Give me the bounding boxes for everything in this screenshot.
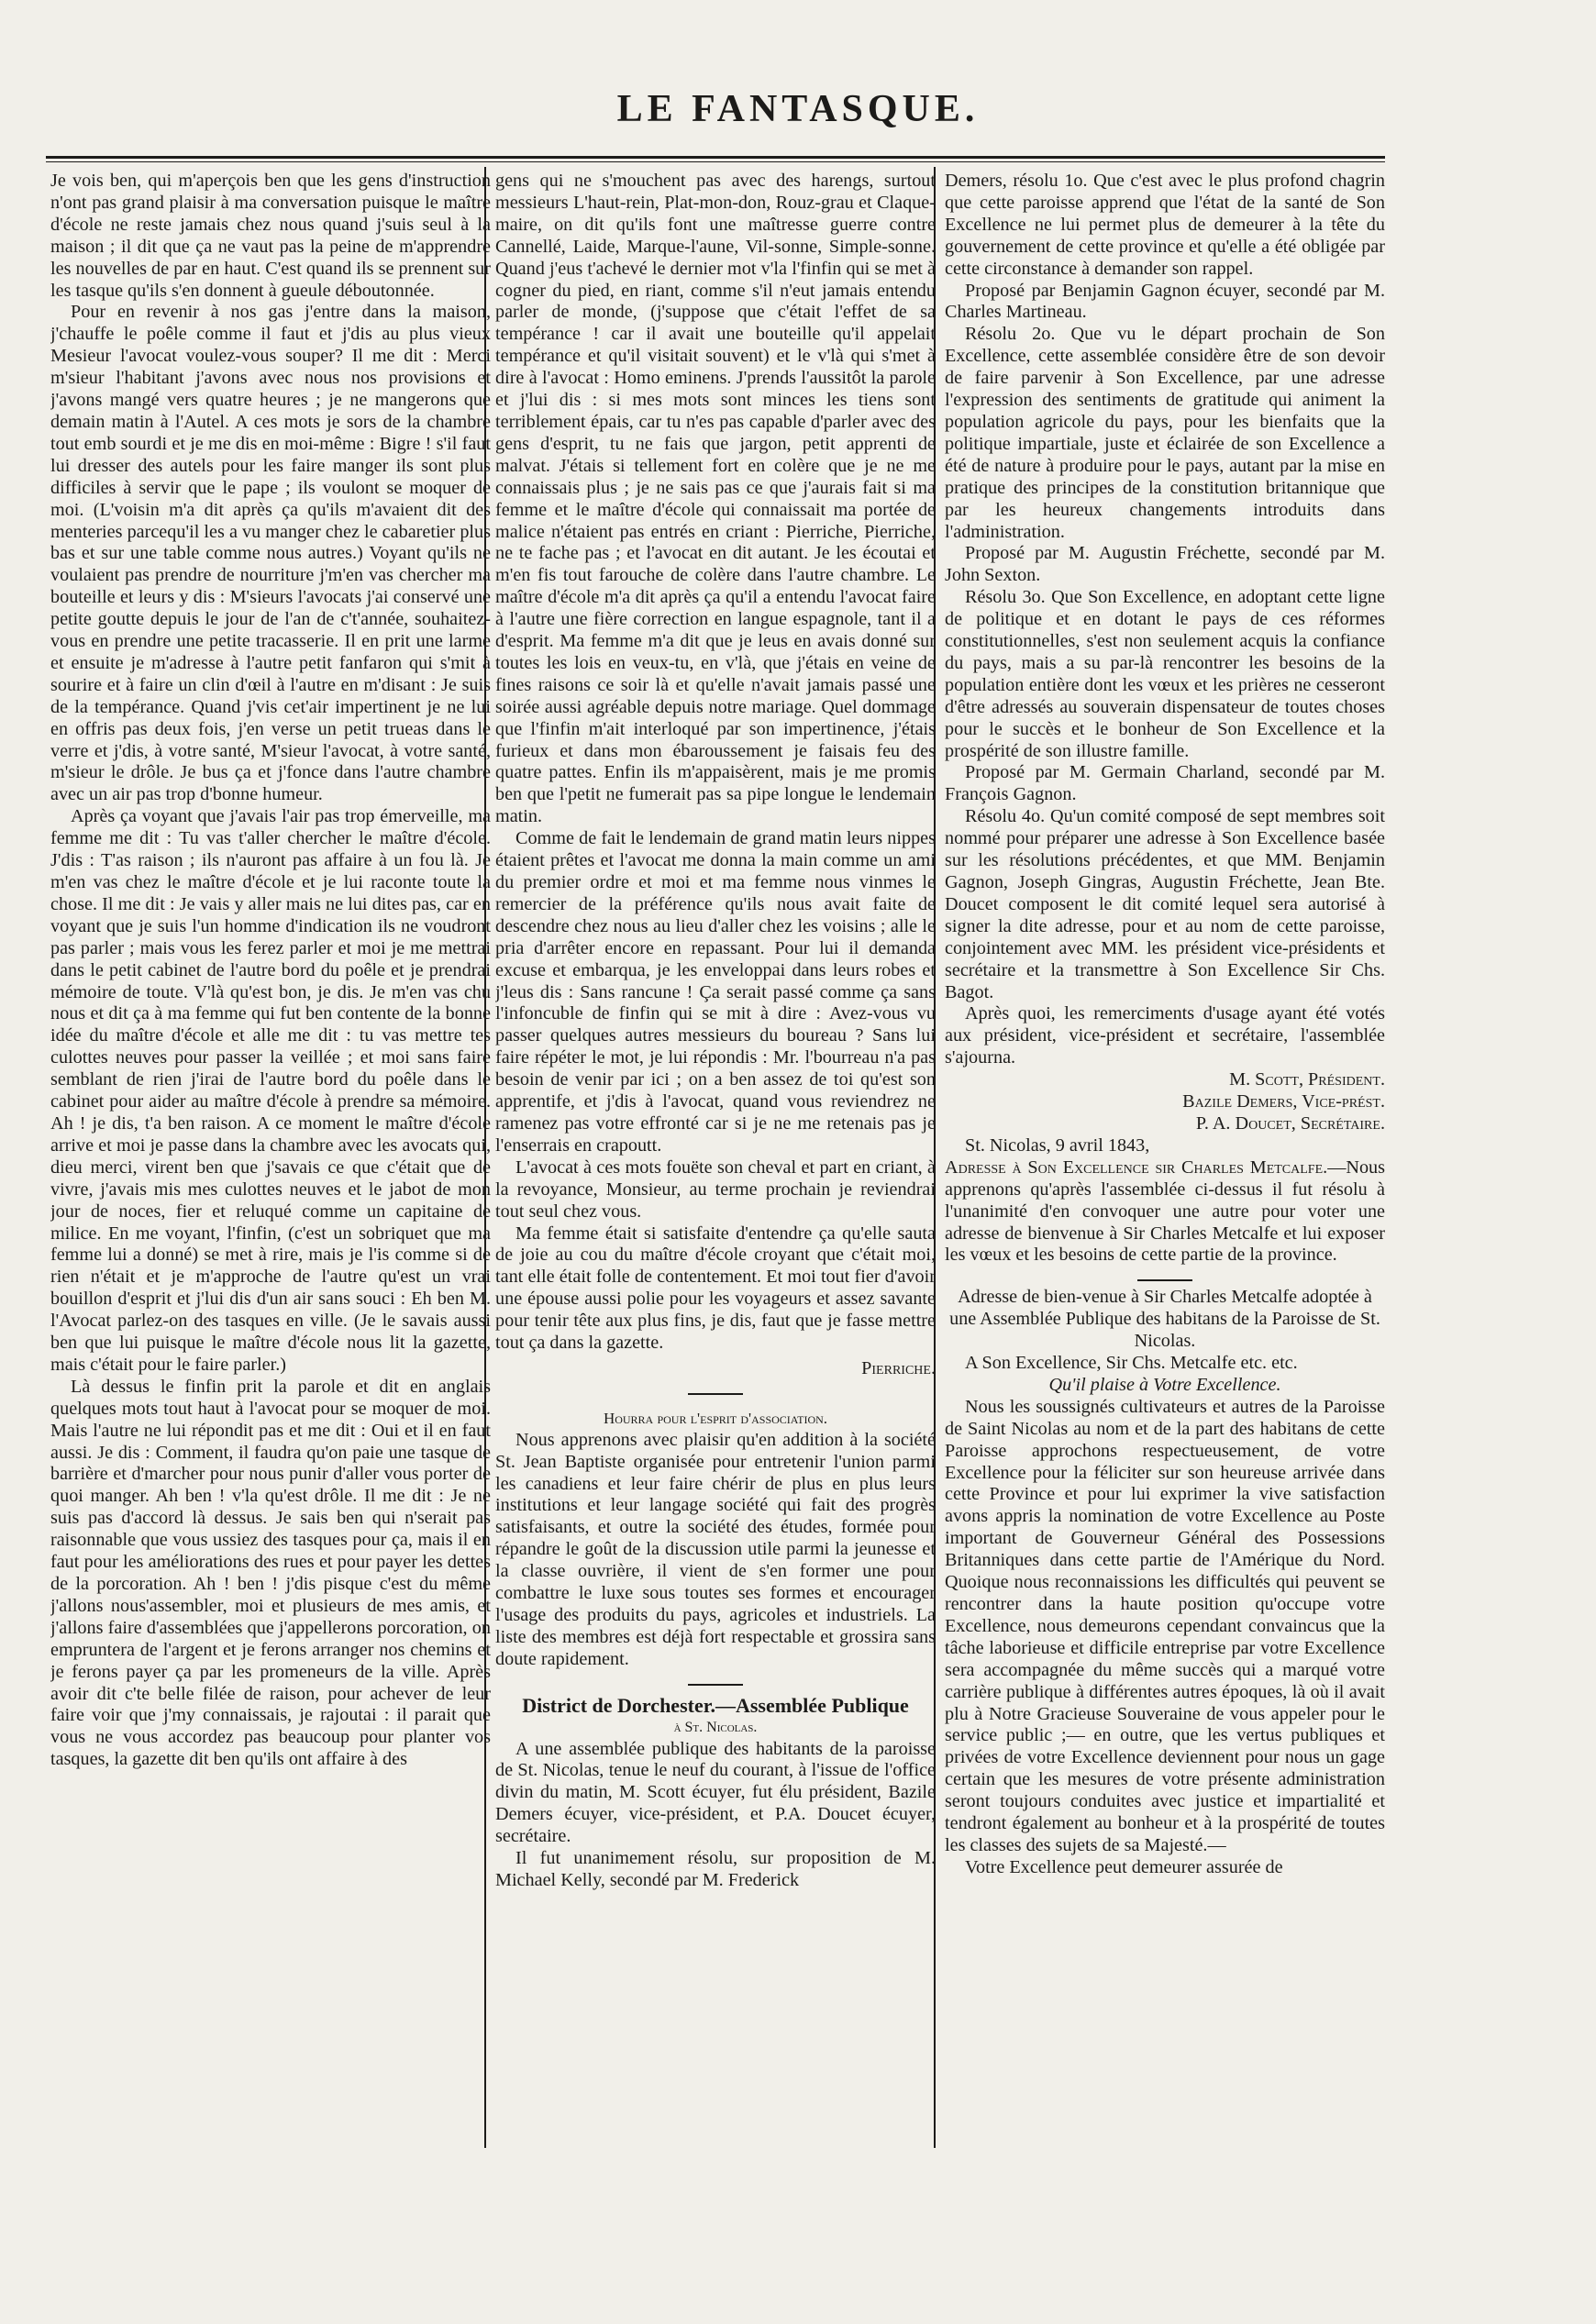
article-paragraph: Résolu 2o. Que vu le départ prochain de Son Excellence, cette assemblée considère être de son devoir de faire parvenir à Son Excellence, par une adresse l'expression des sentiments de gratitude qui animent la population agricole du pays, pour les bienfaits que la politique impartiale, juste et éclairée de son Excellence a été de nature à produire pour le pays, autant par la mise en pratique des principes de la constitution britannique que par les heureux changements introduits dans l'administration.: [945, 324, 1385, 542]
article-paragraph: Après ça voyant que j'avais l'air pas trop émerveille, ma femme me dit : Tu vas t'aller chercher le maître d'école. J'dis : T'as raison ; ils n'auront pas affaire à un fou là. Je m'en vas chez le maître d'école et je lui raconte toute la chose. Il me dit : Je vais y aller mais ne lui dites pas, car en voyant que je suis l'un homme d'indication ils ne voudront pas parler ; mais vous les ferez parler et moi je me mettrai dans le petit cabinet de l'autre bord du poêle et je prendrai mémoire de toute. V'là qu'est bon, je dis. Je m'en vas chu nous et dit ça à ma femme qui fut ben contente de la bonne idée du maître d'école et alle me dit : tu vas mettre tes culottes neuves pour passer la veillée ; et moi sans faire semblant de rien j'irai de l'autre bord du poêle dans le cabinet pour aider au maître d'école à prendre sa mémoire. Ah ! je dis, t'a ben raison. A ce moment le maître d'école arrive et moi je passe dans la chambre avec les avocats qui, dieu merci, virent ben que j'savais ce que c'était que de vivre, j'avais mis mes culottes neuves et le jabot de mon jour de noces, fier et reluqué comme un capitaine de milice. En me voyant, l'finfin, (c'est un sobriquet que ma femme lui a donné) se met à rire, mais je l'is comme si de rien n'était et je m'approche de l'autre qu'est un vrai bouillon d'esprit et j'lui dis d'un air sans souci : Eh ben M. l'Avocat parlez-on des tasques en ville. (Je le savais aussi ben que lui puisque le maître d'école nous lit la gazette, mais c'était pour le faire parler.): [50, 806, 491, 1375]
adresse-title: Adresse à Son Excellence sir Charles Metcalfe.: [945, 1156, 1328, 1178]
article-paragraph: Nous apprenons avec plaisir qu'en addition à la société St. Jean Baptiste organisée pour entretenir l'union parmi les canadiens et leur faire chérir de plus en plus leurs institutions et leur langage société qui fait des progrès satisfaisants, et outre la société des études, formée pour répandre le goût de la discussion utile parmi la jeunesse et la classe ouvrière, il vient de s'en former une pour combattre le luxe sous toutes ses formes et encourager l'usage des produits du pays, agricoles et industriels. La liste des membres est déjà fort respectable et grossira sans doute rapidement.: [495, 1429, 936, 1669]
article-paragraph: Ma femme était si satisfaite d'entendre ça qu'elle sauta de joie au cou du maître d'école croyant que c'était moi, tant elle était folle de contentement. Et moi tout fier d'avoir une épouse aussi polie pour les voyageurs et assez savante pour tenir tête aux plus fins, je dis, faut que je fasse mettre tout ça dans la gazette.: [495, 1223, 936, 1354]
address-salutation: Qu'il plaise à Votre Excellence.: [1048, 1374, 1281, 1395]
section-rule: [688, 1684, 743, 1686]
section-rule: [688, 1393, 743, 1395]
article-paragraph: Après quoi, les remerciments d'usage ayant été votés aux président, vice-président et secrétaire, l'assemblée s'ajourna.: [945, 1003, 1385, 1068]
adresse-text: —Nous apprenons qu'après l'assemblée ci-dessus il fut résolu à l'unanimité d'en convoquer une autre pour voter une adresse de bienvenue à Sir Charles Metcalfe et lui exposer les vœux et les besoins de cette partie de la province.: [945, 1156, 1385, 1266]
article-paragraph: Pour en revenir à nos gas j'entre dans la maison, j'chauffe le poêle comme il faut et j'dis au plus vieux Mesieur l'avocat voulez-vous souper? Il me dit : Merci m'sieur l'habitant j'avons avec nous nos provisions et j'avons mangé vers quatre heures ; je ne mangerons que demain matin à l'Autel. A ces mots je sors de la chambre tout emb sourdi et je me dis en moi-même : Bigre ! s'il faut lui dresser des autels pour les faire manger ils sont plus difficiles à servir que le pape ; ils voulont se moquer de moi. (L'voisin m'a dit après ça qu'ils m'avaient dit des menteries parcequ'il les a vu manger chez le cabaretier plus bas et sur une table comme nous autres.) Voyant qu'ils ne voulaient pas prendre de nourriture j'm'en vas chercher ma bouteille et leurs y dis : M'sieurs l'avocats j'ai conservé une petite goutte depuis le jour de l'an de c't'année, souhaitez-vous en prendre une petite tracasserie. Il en prit une larme et ensuite je m'adresse à l'autre petit fanfaron qui s'mit à sourire et à faire un clin d'œil à l'autre en m'disant : Je suis de la tempérance. Quand j'vis cet'air impertinent je ne lui en offris pas deux fois, j'en verse un petit trueas dans le verre et j'dis, à votre santé, M'sieur l'avocat, à votre santé, m'sieur le drôle. Je bus ça et j'fonce dans l'autre chambre avec un air pas trop d'bonne humeur.: [50, 302, 491, 805]
adresse-paragraph: [945, 1157, 1385, 1267]
signature-president: M. Scott, Président.: [1229, 1069, 1385, 1090]
address-recipient: A Son Excellence, Sir Chs. Metcalfe etc. etc.: [965, 1353, 1298, 1374]
article-paragraph: gens qui ne s'mouchent pas avec des harengs, surtout messieurs L'haut-rein, Plat-mon-don, Rouz-grau et Claque-maire, on dit qu'ils font une maîtresse guerre contre Cannellé, Laide, Marque-l'aune, Vil-sonne, Simple-sonne. Quand j'eus t'achevé le dernier mot v'la l'finfin qui se met à cogner du pied, en riant, comme s'il n'eut jamais entendu parler de monde, (j'suppose que c'était l'effet de sa tempérance ! car il avait une bouteille qu'il appelait tempérance et qu'il visitait souvent) et le v'là qui s'met à dire à l'avocat : Homo eminens. J'prends l'aussitôt la parole et j'lui dis : si mes mots sont minces les tiens sont terriblement épais, car tu n'es pas capable d'parler avec des gens d'esprit, tu ne fais que jargon, petit apprenti de malvat. J'étais si tellement fort en colère que je ne me connaissais plus ; je ne sais pas ce que j'aurais fait si ma femme et le maître d'école qui connaissait ma portée de malice n'étaient pas entrés en criant : Pierriche, Pierriche, ne te fache pas ; et l'avocat en dit autant. Je les écoutai et m'en fis tout farouche de colère dans l'autre chambre. Le maître d'école m'a dit après ça qu'il a entendu l'avocat faire à l'autre une fière correction en langue espagnole, tant il a d'esprit. Ma femme m'a dit que je leus en avais donné sur toutes les lois en veux-tu, en v'là, que j'étais en veine de fines raisons ce soir là et qu'elle n'avait jamais passé une soirée aussi agréable depuis notre mariage. Quel dommage que l'finfin m'ait interloqué par son impertinence, j'étais furieux et dans mon ébaroussement je faisais feu des quatre pattes. Enfin ils m'appaisèrent, mais je me promis ben que l'petit ne fumerait pas sa pipe longue le lendemain matin.: [495, 171, 936, 827]
article-paragraph: A une assemblée publique des habitants de la paroisse de St. Nicolas, tenue le neuf du courant, à l'issue de l'office divin du matin, M. Scott écuyer, fut élu président, Bazile Demers écuyer, vice-président, et P.A. Doucet écuyer, secrétaire.: [495, 1738, 936, 1847]
article-paragraph: Proposé par Benjamin Gagnon écuyer, secondé par M. Charles Martineau.: [945, 280, 1385, 323]
masthead-rule-thin: [46, 161, 1385, 162]
section-heading: Adresse de bien-venue à Sir Charles Metcalfe adoptée à une Assemblée Publique des habitans de la Paroisse de St. Nicolas.: [949, 1287, 1380, 1352]
column-2: [495, 171, 936, 2142]
signature-vice-president: Bazile Demers, Vice-prést.: [1182, 1091, 1385, 1112]
masthead-rule: [46, 156, 1385, 159]
article-signature: Pierriche.: [861, 1357, 936, 1378]
article-paragraph: L'avocat à ces mots fouëte son cheval et part en criant, à la revoyance, Monsieur, au terme prochain je reviendrai tout seul chez vous.: [495, 1156, 936, 1222]
article-paragraph: Proposé par M. Germain Charland, secondé par M. François Gagnon.: [945, 762, 1385, 805]
article-paragraph: Nous les soussignés cultivateurs et autres de la Paroisse de Saint Nicolas au nom et de la part des habitans de cette Paroisse approchons respectueusement, de votre Excellence pour la féliciter sur son heureuse arrivée dans cette Province et pour lui exprimer la vive satisfaction avons appris la nomination de votre Excellence au Poste important de Gouverneur Général des Possessions Britanniques dans cette partie de l'Amérique du Nord. Quoique nous reconnaissions les difficultés qui peuvent se rencontrer dans la haute position qu'occupe votre Excellence, nous demeurons cependant convaincus que la tâche laborieuse et difficile entreprise par votre Excellence sera accompagnée du même succès qui a marqué votre carrière publique à différentes autres époques, là où il avait plu à Notre Gracieuse Souveraine de vous appeler pour le service public ;— en outre, que les vertus publiques et privées de votre Excellence deviennent pour nous un gage certain que les mesures de votre présente administration seront toujours conduites avec justice et impartialité et tendront également au bonheur et à la prospérité de toutes les classes des sujets de sa Majesté.—: [945, 1396, 1385, 1855]
masthead: LE FANTASQUE.: [616, 88, 980, 130]
article-paragraph: Résolu 3o. Que Son Excellence, en adoptant cette ligne de politique et en dotant le pays de ces réformes constitutionnelles, s'est non seulement acquis la confiance du pays, mais a su par-là rencontrer les besoins de la population entière dont les vœux et les prières ne cesseront d'être adressés au souverain dispensateur de toutes choses pour le succès et le bonheur de Son Excellence et la prospérité de son illustre famille.: [945, 587, 1385, 761]
column-1: [50, 171, 491, 2142]
article-paragraph: Comme de fait le lendemain de grand matin leurs nippes étaient prêtes et l'avocat me donna la main comme un ami du premier ordre et moi et ma femme nous vinmes le remercier de la préférence qu'ils nous avait faite de descendre chez nous au lieu d'aller chez les voisins ; alle le pria d'arrêter encore en repassant. Pour lui il demanda excuse et embarqua, je les enveloppai dans leurs robes et j'leus dis : Sans rancune ! Ça serait passé comme ça sans l'infoncuble de finfin qui se mit à dire : Avez-vous vu passer quelques autres messieurs du boureau ? Sans lui faire répéter le mot, je lui répondis : Mr. l'bourreau n'a pas besoin de venir par ici ; on a ben assez de toi qu'est son apprentife, et j'dis à l'avocat, quand vous reviendrez ne ramenez pas votre effronté car si je ne me retenais pas je l'enserrais en crapoutt.: [495, 828, 936, 1156]
article-paragraph: Là dessus le finfin prit la parole et dit en anglais quelques mots tout haut à l'avocat pour se moquer de moi. Mais l'autre ne lui répondit pas et me dit : Oui et il en faut aussi. Je dis : Comment, il faudra qu'on paie une tasque de barrière et d'marcher pour nous punir d'aller vous porter de quoi manger. Ah ben ! v'la qu'est drôle. Il me dit : Je ne suis pas d'accord là dessus. Je sais ben qui n'serait pas raisonnable que vous ussiez des tasques pour ça, mais il en faut pour les améliorations des rues et pour payer les dettes de la porcoration. Ah ! ben ! j'dis pisque c'est du même j'allons nous'assembler, moi et plusieurs de mes amis, et j'allons faire d'assemblées que j'appellerons porcoration, on empruntera de l'argent et je ferons arranger nos chemins et je ferons payer ça par les promeneurs de la ville. Après avoir dit c'te belle filée de raison, pour achever de leur faire voir que j'my connaissais, je rajoutai : il parait que vous ne vous accordez pas beaucoup pour planter vos tasques, la gazette dit ben qu'ils ont affaire à des: [50, 1376, 491, 1770]
section-rule: [1137, 1279, 1192, 1281]
section-subheading: à St. Nicolas.: [673, 1719, 758, 1735]
article-paragraph: Résolu 4o. Qu'un comité composé de sept membres soit nommé pour préparer une adresse à Son Excellence basée sur les résolutions précédentes, et que MM. Benjamin Gagnon, Joseph Gingras, Augustin Fréchette, Jean Bte. Doucet composent le dit comité lequel sera autorisé à signer la dite adresse, pour et au nom de cette paroisse, conjointement avec MM. les président vice-présidents et secrétaire et la transmettre à Son Excellence Sir Chs. Bagot.: [945, 806, 1385, 1002]
article-paragraph: Il fut unanimement résolu, sur proposition de M. Michael Kelly, secondé par M. Frederick: [495, 1848, 936, 1890]
section-heading: District de Dorchester.—Assemblée Publique: [522, 1693, 909, 1717]
dateline: St. Nicolas, 9 avril 1843,: [965, 1134, 1150, 1156]
article-paragraph: Votre Excellence peut demeurer assurée de: [965, 1856, 1283, 1877]
article-paragraph: Proposé par M. Augustin Fréchette, secondé par M. John Sexton.: [945, 543, 1385, 586]
column-3: [945, 171, 1385, 2142]
section-heading: Hourra pour l'esprit d'association.: [603, 1409, 828, 1427]
signature-secretary: P. A. Doucet, Secrétaire.: [1195, 1112, 1385, 1134]
article-paragraph: Demers, résolu 1o. Que c'est avec le plus profond chagrin que cette paroisse apprend que l'état de la santé de Son Excellence ne lui permet plus de demeurer à la tête du gouvernement de cette province et qu'elle a été obligée par cette circonstance à demander son rappel.: [945, 171, 1385, 279]
article-paragraph: Je vois ben, qui m'aperçois ben que les gens d'instruction n'ont pas grand plaisir à ma conversation puisque le maître d'école ne reste jamais chez nous quand j'suis seul à la maison ; il dit que ça ne vaut pas la peine de m'apprendre les nouvelles de par en haut. C'est quand ils se prennent sur les tasque qu'ils s'en donnent à gueule déboutonnée.: [50, 171, 491, 301]
